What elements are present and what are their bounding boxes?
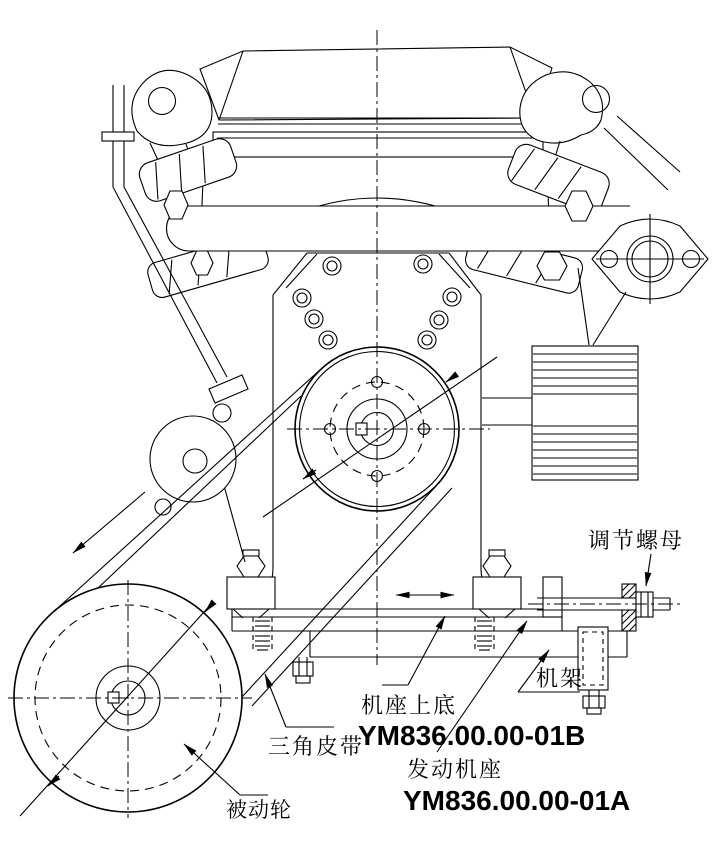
base-assembly — [227, 550, 670, 714]
bracket-section-hatched — [622, 584, 636, 631]
belt-direction-arrow — [73, 492, 145, 553]
label-adjust-nut: 调节螺母 — [588, 529, 685, 554]
label-v-belt: 三角皮带 — [268, 735, 365, 760]
hex-bolt — [191, 251, 213, 275]
label-engine-base-code: YM836.00.00-01A — [403, 785, 631, 816]
leader-v-belt — [265, 674, 286, 727]
frame-bolt-left — [293, 657, 313, 683]
label-base-plate-upper: 机座上底 — [361, 694, 458, 719]
leader-base-plate-upper — [408, 616, 445, 685]
label-base-plate-upper-code: YM836.00.00-01B — [358, 720, 586, 751]
cooling-fins — [482, 268, 638, 480]
leader-adjust-nut — [646, 554, 651, 586]
label-frame: 机架 — [536, 667, 585, 692]
label-engine-base: 发动机座 — [407, 758, 504, 783]
mount-bolt-right — [473, 550, 521, 650]
label-driven-wheel: 被动轮 — [226, 798, 292, 822]
tensioner-body — [150, 416, 236, 502]
fuel-tank — [200, 47, 552, 157]
rocker-right-upper — [504, 141, 612, 216]
mount-bolt-left — [227, 550, 275, 650]
